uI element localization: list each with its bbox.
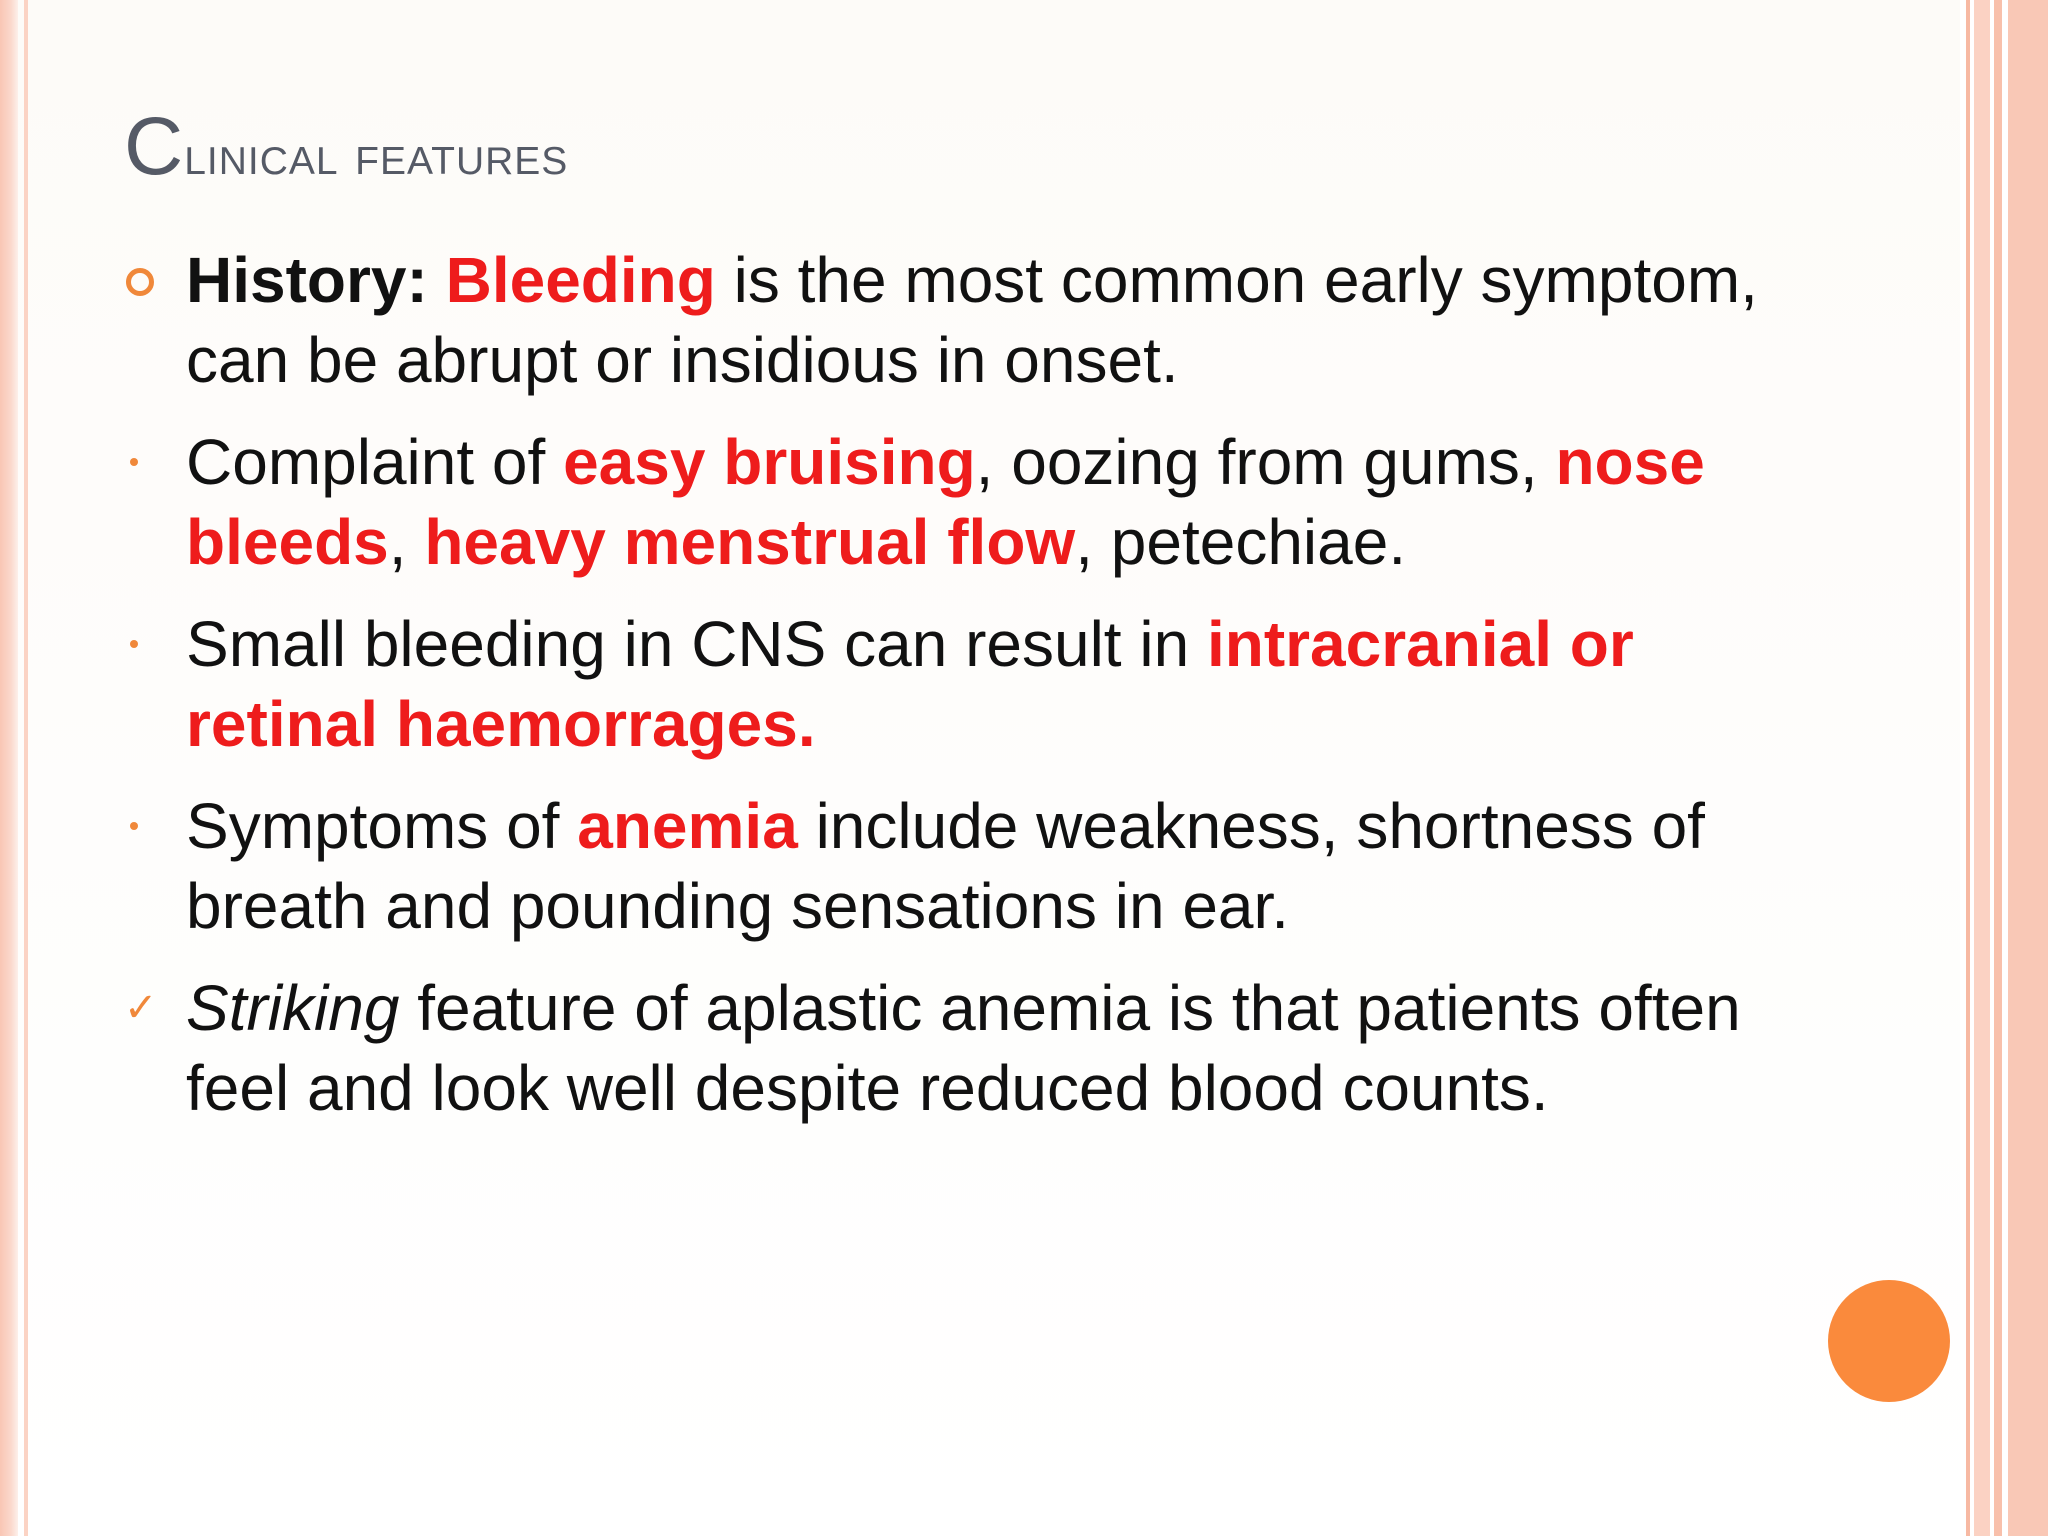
highlight-bleeding: Bleeding [445,244,716,316]
dot-bullet-icon [124,786,164,866]
item-text-segment: , petechiae. [1075,506,1407,578]
list-item-complaint [124,422,1764,582]
item-text-segment: Symptoms of [186,790,578,862]
item-text-segment: , oozing from gums, [975,426,1556,498]
highlight-easy-bruising: easy bruising [563,426,976,498]
slide-title [124,100,568,194]
right-border-frame [1960,0,2048,1536]
left-border-line [24,0,28,1536]
item-text-segment: Complaint of [186,426,564,498]
highlight-anemia: anemia [577,790,798,862]
item-text-segment: Small bleeding in CNS can result in [186,608,1207,680]
list-item-anemia [124,786,1764,946]
item-text-segment: feature of aplastic anemia is that patients often feel and look well despite reduced blood counts. [186,972,1741,1124]
list-item-striking [124,968,1764,1128]
highlight-nose-bleeds: nose bleeds [186,426,1705,578]
item-text-segment: Striking [186,972,400,1044]
item-text-segment: History: [186,244,446,316]
item-text-segment: include weakness, shortness of breath and pounding sensations in ear. [186,790,1705,942]
item-text-segment: , [388,506,425,578]
list-item-cns [124,604,1764,764]
dot-bullet-icon [124,604,164,684]
ring-bullet-icon [124,240,164,320]
title-rest: linical features [184,123,569,186]
list-item-history [124,240,1764,400]
orange-circle-decoration [1828,1280,1950,1402]
highlight-heavy-menstrual-flow: heavy menstrual flow [424,506,1076,578]
item-text-segment: is the most common early symptom, can be abrupt or insidious in onset. [186,244,1758,396]
highlight-intracranial-haemorrages: intracranial or retinal haemorrages. [186,608,1634,760]
dot-bullet-icon [124,422,164,502]
title-first-letter: C [124,101,185,192]
left-border-stripe [0,0,18,1536]
bullet-list [124,240,1764,1150]
checkmark-icon: ✓ [124,985,158,1031]
